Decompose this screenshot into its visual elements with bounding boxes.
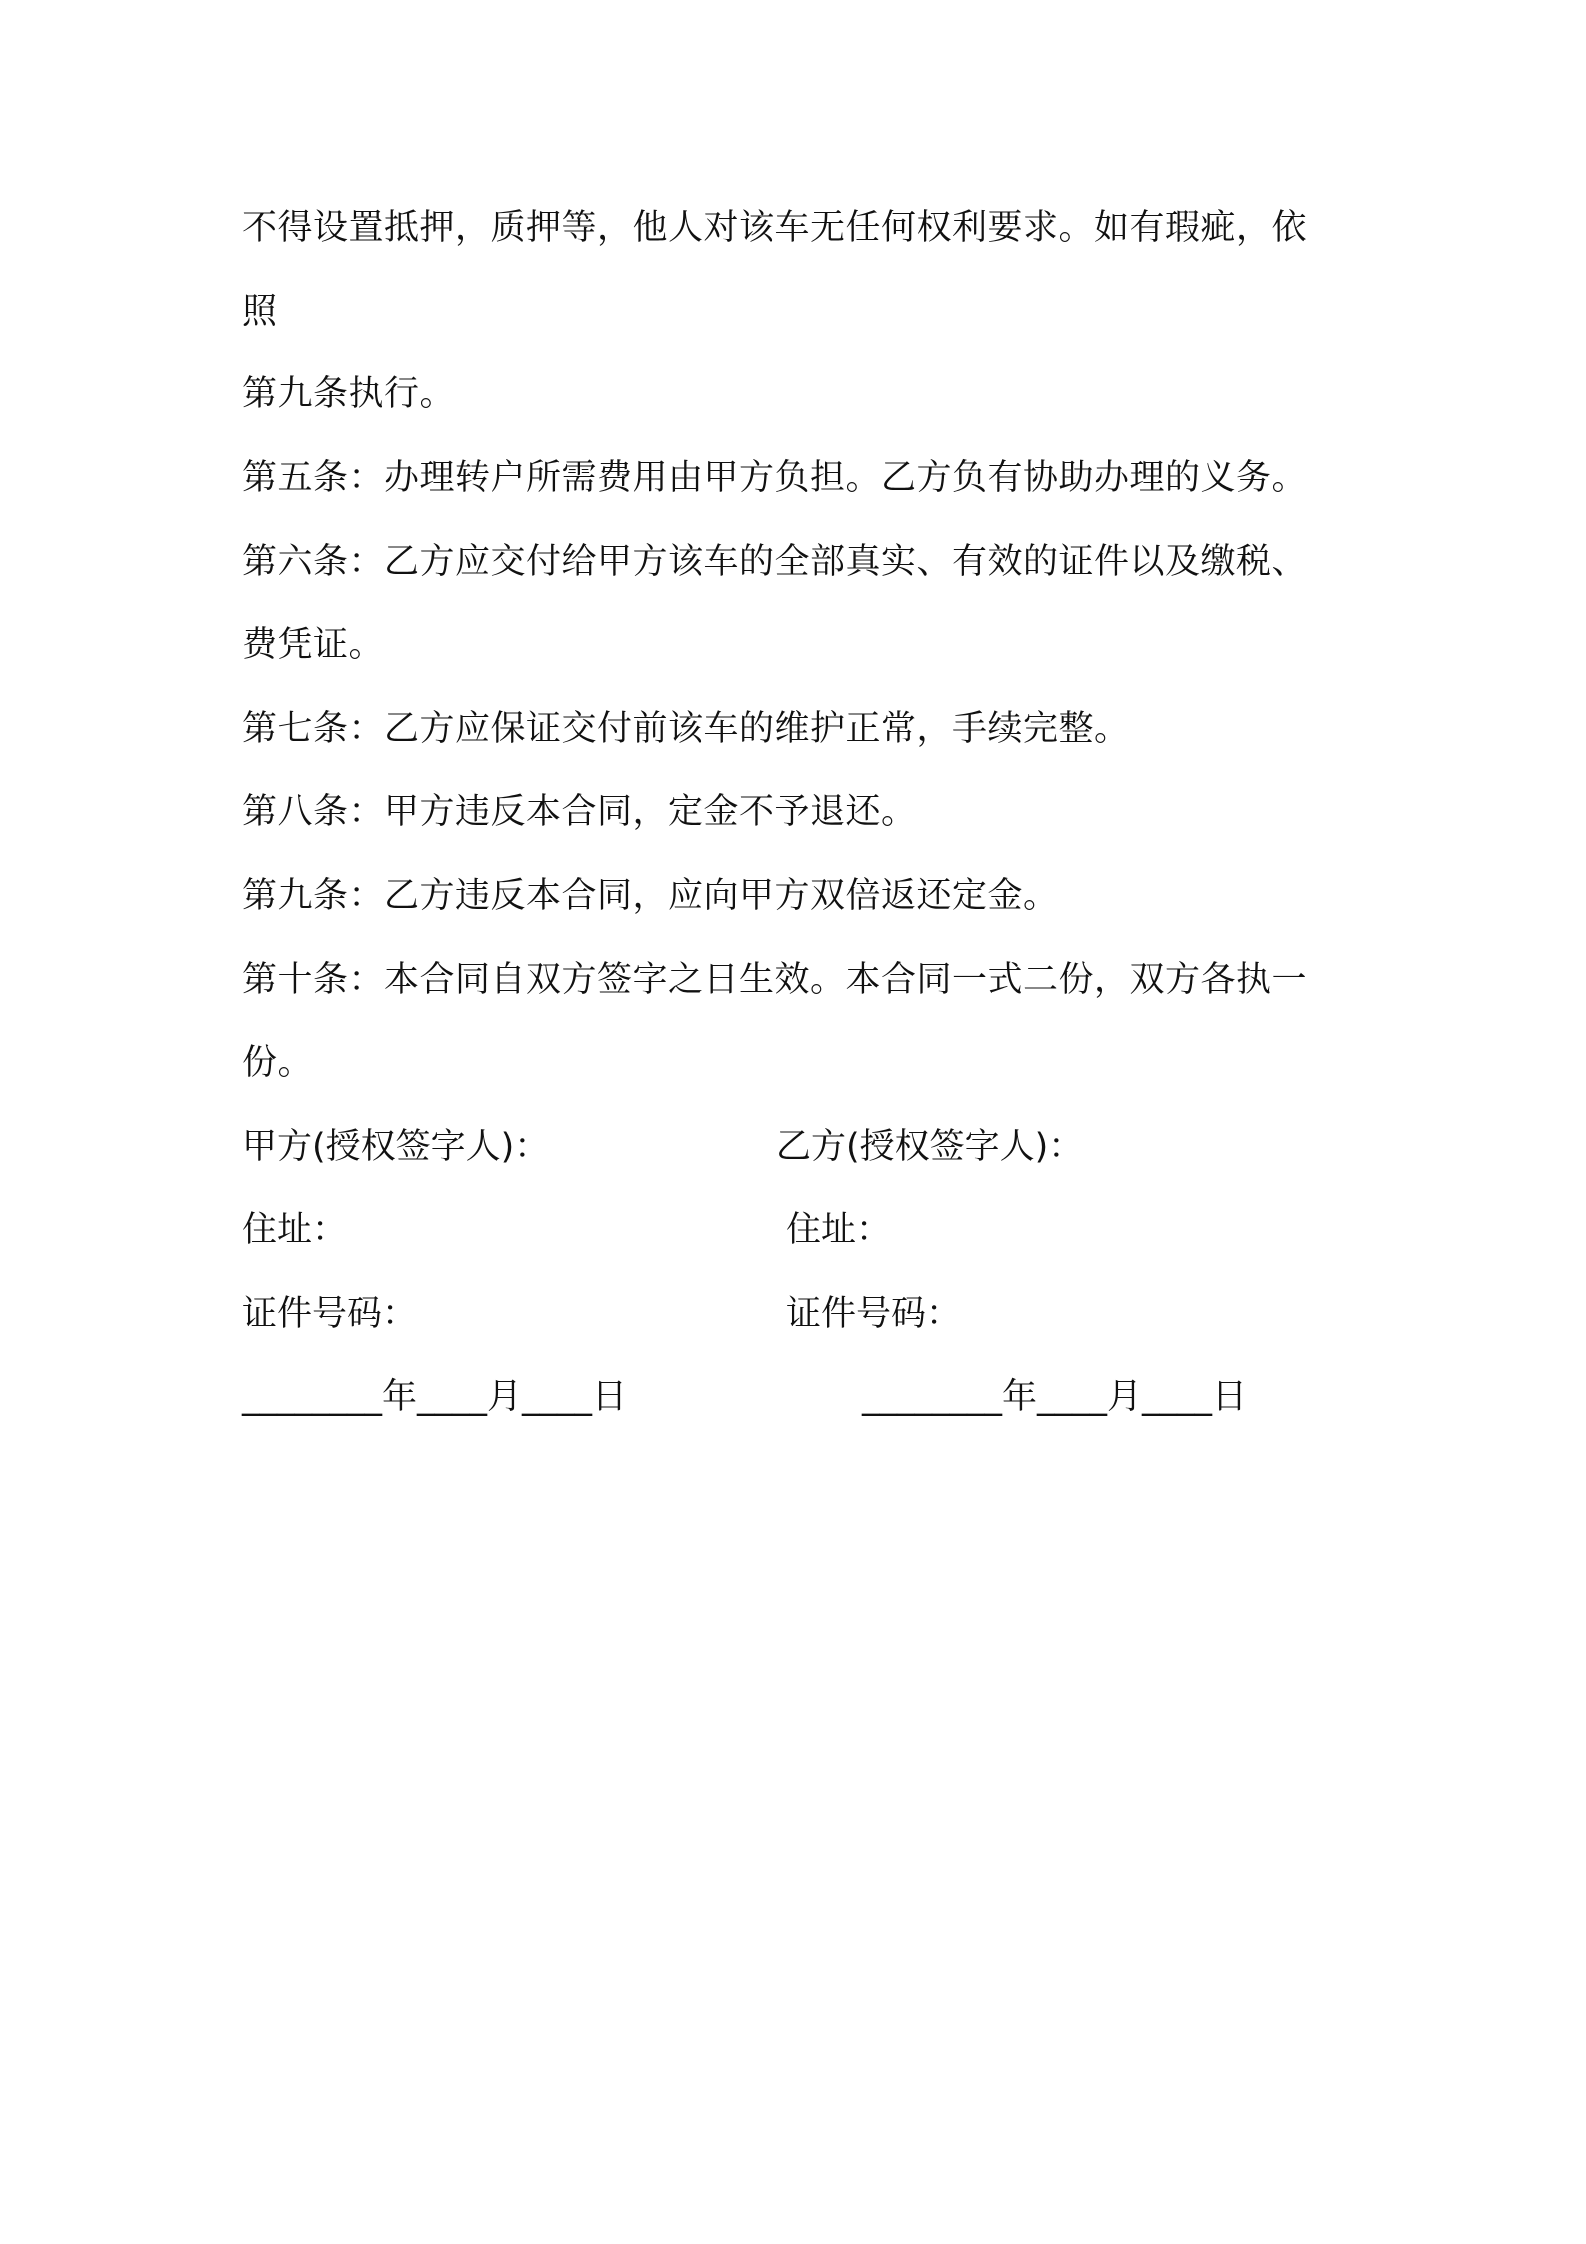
clause-5: 第五条：办理转户所需费用由甲方负担。乙方负有协助办理的义务。 [242, 458, 1308, 498]
party-a-label: 甲方(授权签字人)： [242, 1127, 550, 1167]
clause-8: 第八条：甲方违反本合同，定金不予退还。 [242, 792, 917, 832]
clause-9: 第九条：乙方违反本合同，应向甲方双倍返还定金。 [242, 876, 1059, 916]
paragraph-line: 第九条执行。 [242, 374, 456, 414]
clause-6: 第六条：乙方应交付给甲方该车的全部真实、有效的证件以及缴税、 [242, 542, 1308, 582]
party-a-id-number: 证件号码： [242, 1294, 418, 1334]
party-a-date: ________年____月____日 [242, 1377, 628, 1417]
party-b-label: 乙方(授权签字人)： [776, 1127, 1084, 1167]
clause-10: 第十条：本合同自双方签字之日生效。本合同一式二份，双方各执一 [242, 960, 1308, 1000]
paragraph-line: 不得设置抵押，质押等，他人对该车无任何权利要求。如有瑕疵，依 [242, 208, 1308, 248]
party-b-date: ________年____月____日 [862, 1377, 1248, 1417]
paragraph-line: 份。 [242, 1043, 314, 1083]
party-a-address: 住址： [242, 1210, 348, 1250]
party-b-address: 住址： [786, 1210, 892, 1250]
paragraph-line: 费凭证。 [242, 625, 385, 665]
paragraph-line: 照 [242, 292, 278, 332]
clause-7: 第七条：乙方应保证交付前该车的维护正常，手续完整。 [242, 709, 1130, 749]
party-b-id-number: 证件号码： [786, 1294, 962, 1334]
